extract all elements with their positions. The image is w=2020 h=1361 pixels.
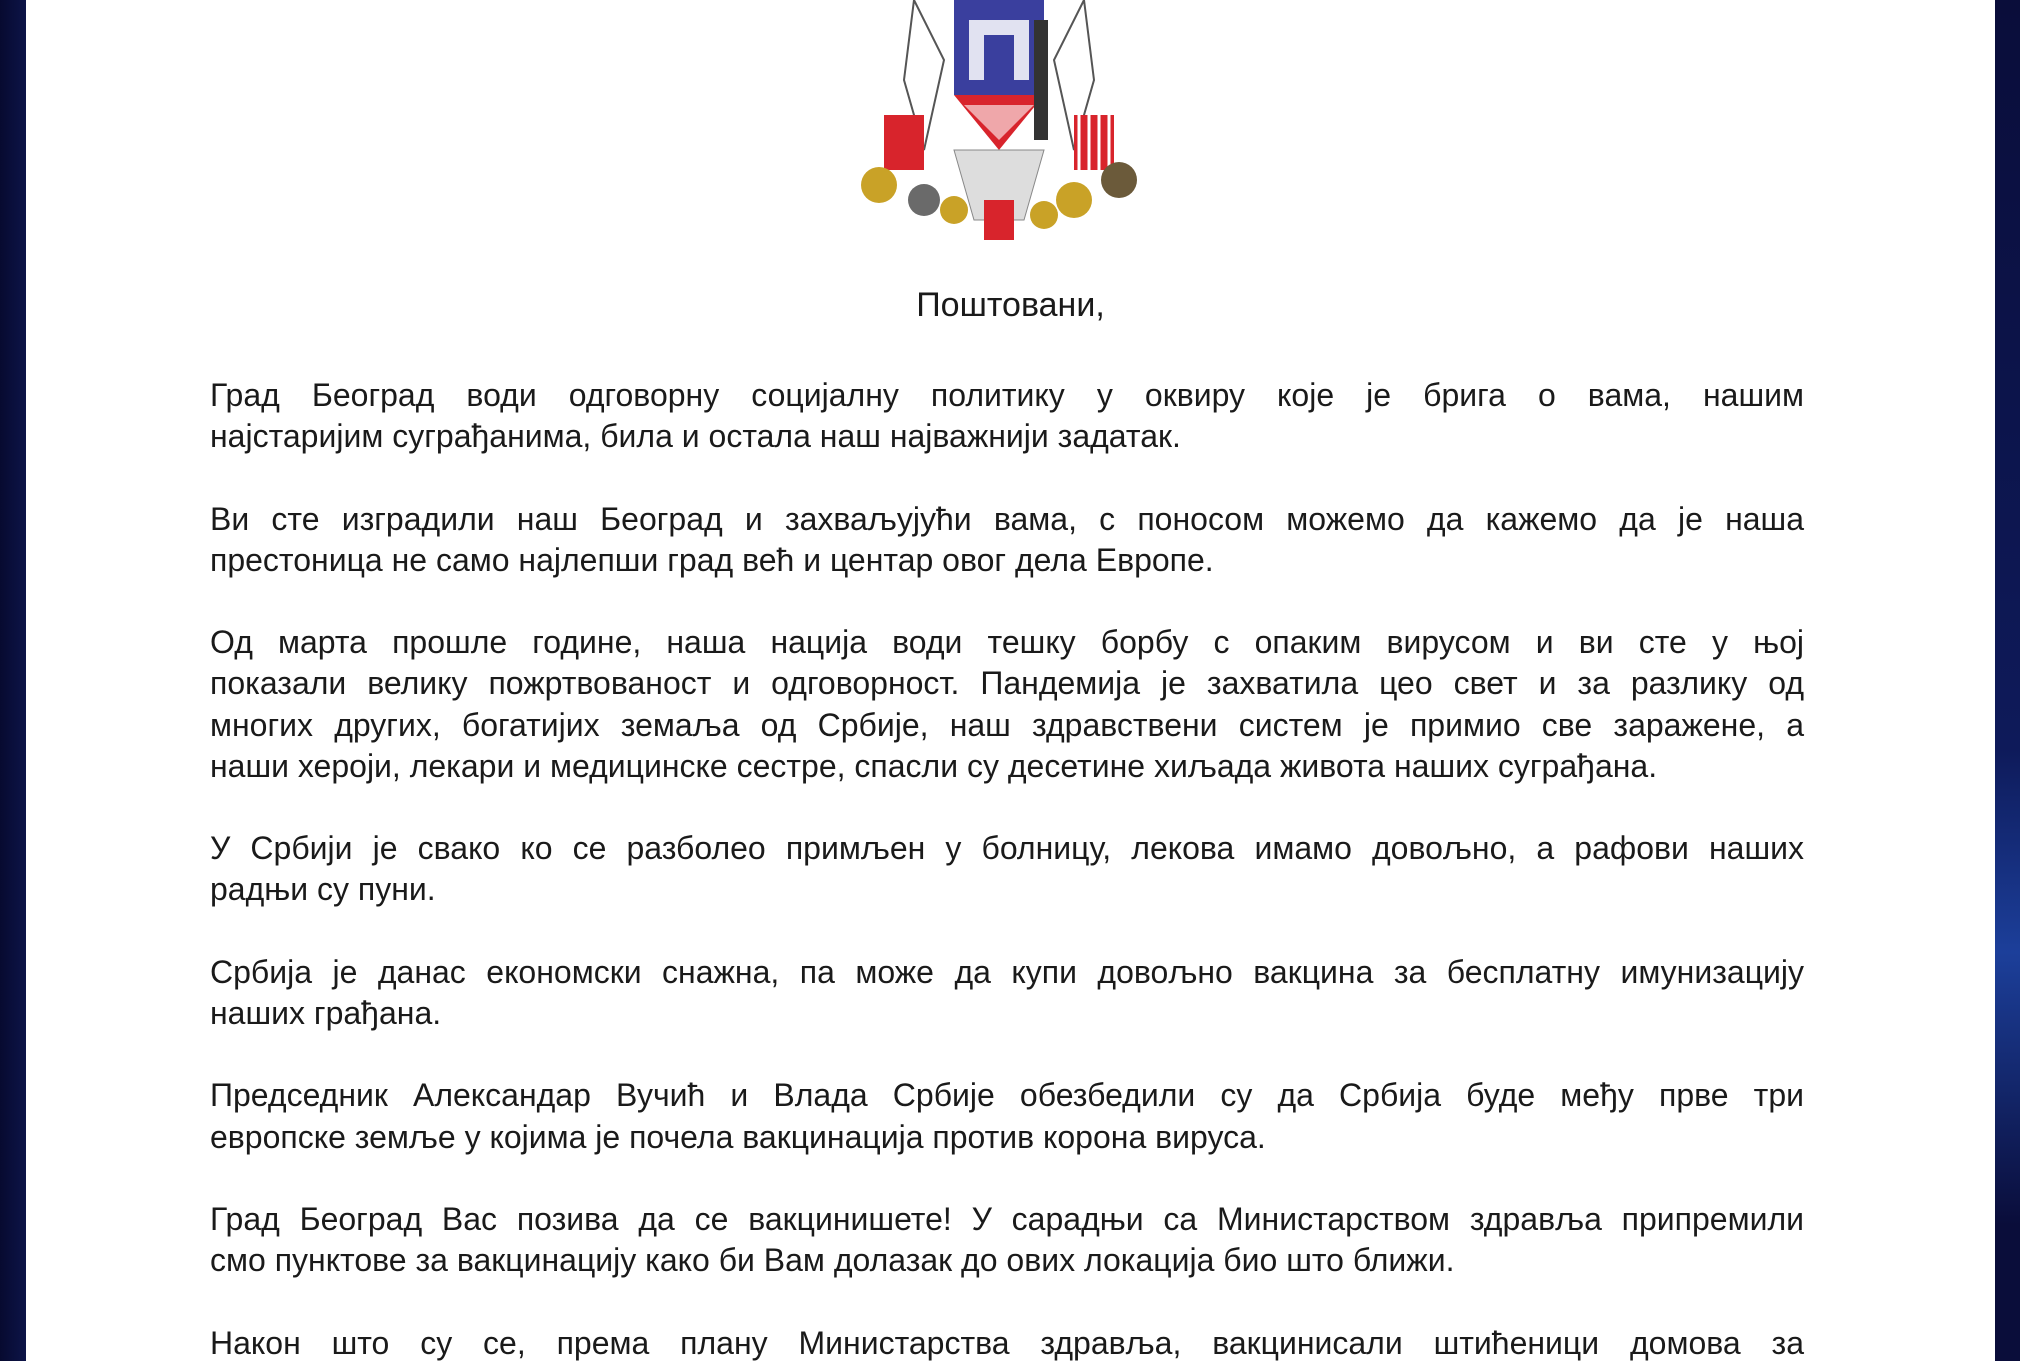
paragraph-line: наши хероји, лекари и медицинске сестре, спасли су десетине хиљада живота наших суграђана. [210, 747, 1658, 784]
paragraph-line: радњи су пуни. [210, 871, 436, 908]
paragraph-line: показали велику пожртвованост и одговорност. Пандемија је захватила цео свет и за разлику од [210, 665, 1804, 702]
salutation: Поштовани, [916, 286, 1105, 324]
paragraph-line: смо пунктове за вакцинацију како би Вам долазак до ових локација био што ближи. [210, 1242, 1455, 1279]
letter-paragraph [210, 1199, 1804, 1281]
paragraph-line: Председник Александар Вучић и Влада Србије обезбедили су да Србија буде међу прве три [210, 1077, 1804, 1114]
paragraph-line: престоница не само најлепши град већ и центар овог дела Европе. [210, 541, 1214, 578]
paragraph-line: Град Београд води одговорну социјалну политику у оквиру које је брига о вама, нашим [210, 377, 1804, 413]
letter-paragraph [210, 1075, 1804, 1157]
belgrade-coat-of-arms-icon [844, 0, 1154, 245]
letter-paragraph [210, 622, 1804, 787]
paragraph-line: У Србији је свако ко се разболео примљен у болницу, лекова имамо довољно, а рафови наших [210, 830, 1804, 867]
letter-paragraph [210, 375, 1804, 457]
left-dark-frame [0, 0, 26, 1361]
paragraph-line: европске земље у којима је почела вакцинација против корона вируса. [210, 1118, 1266, 1155]
paragraph-line: наших грађана. [210, 994, 442, 1031]
paragraph-line: Од марта прошле године, наша нација води тешку борбу с опаким вирусом и ви сте у њој [210, 624, 1804, 661]
paragraph-line: многих других, богатијих земаља од Србије, наш здравствени систем је примио све заражене, а [210, 706, 1804, 743]
paragraph-line: Ви сте изградили наш Београд и захваљујући вама, с поносом можемо да кажемо да је наша [210, 500, 1804, 537]
letter-body [210, 375, 1804, 1361]
paragraph-line: најстаријим суграђанима, била и остала наш најважнији задатак. [210, 418, 1181, 455]
paragraph-line: Након што су се, према плану Министарства здравља, вакцинисали штићеници домова за [210, 1324, 1804, 1361]
right-dark-frame [1995, 0, 2020, 1361]
letter-paragraph [210, 1323, 1804, 1361]
letter-paragraph [210, 499, 1804, 581]
paragraph-line: Србија је данас економски снажна, па може да купи довољно вакцина за бесплатну имунизацију [210, 953, 1804, 990]
letter-page [26, 0, 1995, 1361]
paragraph-line: Град Београд Вас позива да се вакцинишете! У сарадњи са Министарством здравља припремили [210, 1200, 1804, 1237]
letter-paragraph [210, 952, 1804, 1034]
letter-paragraph [210, 828, 1804, 910]
